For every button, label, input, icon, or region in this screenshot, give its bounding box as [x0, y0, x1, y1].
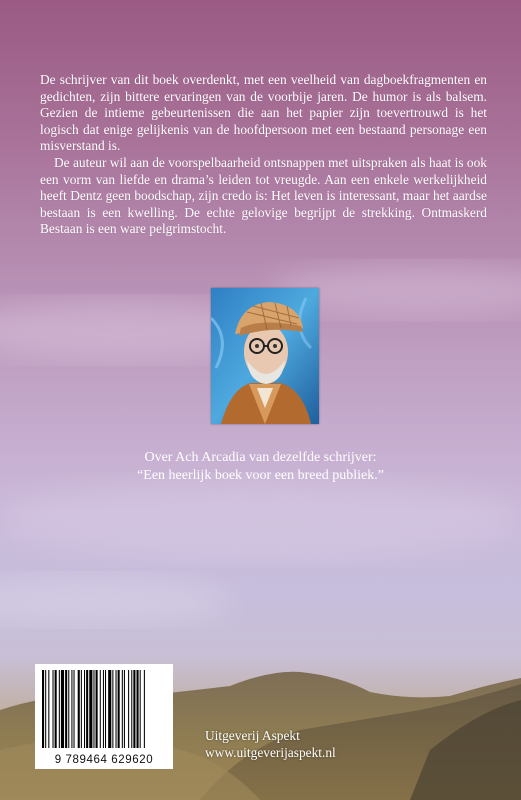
publisher-website: www.uitgeverijaspekt.nl: [205, 745, 336, 760]
publisher-name: Uitgeverij Aspekt: [205, 728, 300, 743]
quote-text: “Een heerlijk boek voor een breed publiek.”: [137, 467, 384, 483]
quote-source: Over Ach Arcadia van dezelfde schrijver:: [144, 450, 377, 465]
author-portrait-image: [211, 288, 319, 424]
blurb-text: [40, 72, 487, 238]
isbn-barcode: [35, 664, 173, 769]
barcode-bars: [42, 670, 166, 748]
isbn-number: 9 789464 629620: [54, 754, 154, 766]
publisher-info: [205, 727, 375, 761]
blurb-paragraph-2: De auteur wil aan de voorspelbaarheid ontsnappen met uitspraken als haat is ook een vorm van liefde en drama’s leiden tot vreugde. Aan een enkele werkelijkheid heeft Dentz geen boodschap, zijn credo is: Het leven is interessant, maar het aardse bestaan is een kwelling. De echte gelovige begrijpt de strekking. Ontmaskerd Bestaan is een ware pelgrimstocht.: [40, 154, 487, 237]
review-quote: [100, 449, 421, 484]
blurb-paragraph-1: De schrijver van dit boek overdenkt, met een veelheid van dagboekfragmenten en gedichten, zijn bittere ervaringen van de voorbije jaren. De humor is als balsem. Gezien de intieme gebeurtenissen die aan het papier zijn toevertrouwd is het logisch dat enige gelijkenis van de hoofdpersoon met een bestaand personage een misverstand is.: [40, 72, 487, 154]
author-portrait: [211, 288, 319, 424]
